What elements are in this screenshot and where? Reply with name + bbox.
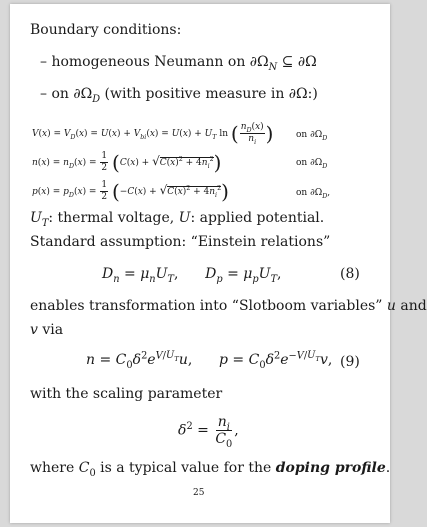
slotboom-line: enables transformation into “Slotboom variables” u and	[30, 298, 427, 314]
bullet-neumann: – homogeneous Neumann on $\partial\Omega_N$ ⊆ ∂Ω	[40, 54, 317, 73]
thermal-voltage-line: $U_T$: thermal voltage, U: applied potential.	[30, 210, 325, 229]
equation-number-9: (9)	[340, 354, 360, 370]
document-page	[10, 4, 427, 523]
doping-line: where $C_0$ is a typical value for the doping profile.	[30, 460, 391, 479]
equation-slotboom: $n = C_0\delta^2e^{V/U_T}u$, $p = C_0\delta^2e^{-V/U_T}v$,	[86, 350, 333, 371]
equation-n-boundary: $n(x) = n_D(x)$ = $\frac{1}{2}$ $(C(x) + √C(x)^2 + 4n_i^2)$	[32, 150, 222, 175]
equation-einstein: $D_n = \mu_nU_T$, $D_p = \mu_pU_T$,	[102, 266, 282, 285]
via-line: v via	[30, 322, 64, 338]
equation-p-boundary: $p(x) = p_D(x)$ = $\frac{1}{2}$ $(-C(x) + √C(x)^2 + 4n_i^2)$	[32, 179, 229, 204]
scaling-line: with the scaling parameter	[30, 386, 223, 402]
equation-v-boundary: $V(x) = V_D(x) = U(x) + V_{bi}(x) = U(x) + U_T$ ln ( $\frac{n_D(x)}{n_i}$ )	[32, 121, 274, 146]
equation-delta: $\delta^2$ = $\frac{n_i}{C_0}$ ,	[178, 414, 239, 450]
label-on-d-1: on $\partial\Omega_D$	[296, 130, 328, 142]
bullet-dirichlet: – on $\partial\Omega_D$ (with positive measure in ∂Ω:)	[40, 86, 318, 105]
boundary-heading: Boundary conditions:	[30, 22, 182, 38]
equation-number-8: (8)	[340, 266, 360, 282]
label-on-d-3: on $\partial\Omega_D$,	[296, 188, 331, 200]
label-on-d-2: on $\partial\Omega_D$	[296, 158, 328, 170]
einstein-line: Standard assumption: “Einstein relations”	[30, 234, 331, 250]
page-number: 25	[193, 488, 205, 498]
